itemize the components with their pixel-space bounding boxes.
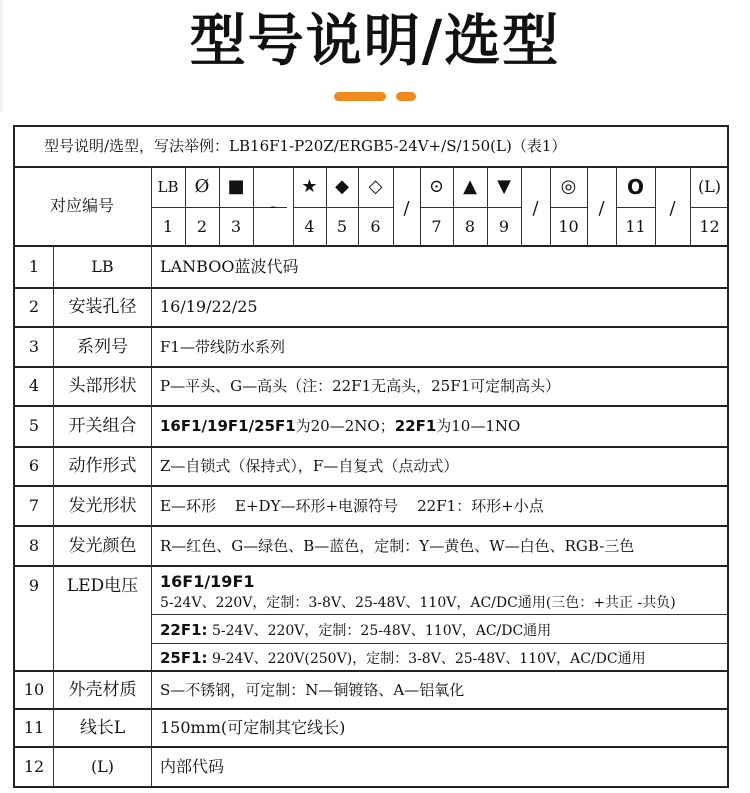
slash-separator: /	[403, 198, 410, 219]
row-number: 7	[28, 496, 40, 515]
table-divider	[13, 366, 729, 368]
row-name: LB	[91, 257, 114, 276]
code-number: 3	[230, 217, 242, 236]
square-symbol-icon: ■	[227, 176, 245, 197]
row-number: 1	[28, 257, 40, 276]
code-header-label: 对应编号	[49, 196, 114, 215]
row-description: 16/19/22/25	[160, 297, 258, 316]
row-number: 5	[28, 416, 40, 435]
series-note: 为10—1NO	[436, 417, 521, 435]
code-number: 7	[431, 217, 442, 236]
row-description: F1—带线防水系列	[160, 338, 285, 356]
table-divider	[13, 708, 729, 710]
table-divider	[13, 746, 729, 748]
row-description: 内部代码	[160, 757, 225, 776]
code-grid-line	[690, 207, 729, 208]
table-divider	[13, 245, 729, 247]
voltage-spec: 5-24V、220V，定制：3-8V、25-48V、110V，AC/DC通用(三色：+共正 -共负)	[160, 595, 676, 611]
voltage-series-heading: 22F1:	[160, 621, 208, 639]
code-number: 8	[464, 217, 476, 236]
row-name: 发光颜色	[68, 536, 137, 556]
row-number: 9	[28, 576, 40, 595]
row-name: 发光形状	[68, 496, 137, 516]
voltage-spec: 9-24V、220V(250V)，定制：3-8V、25-48V、110V，AC/DC通用	[207, 651, 646, 667]
table-divider	[13, 525, 729, 527]
code-number: 10	[558, 217, 579, 236]
series-note: 为20—2NO；	[295, 417, 395, 435]
filled-diamond-symbol-icon: ◆	[335, 176, 349, 197]
code-symbol-l: (L)	[697, 177, 722, 196]
row-description: 150mm(可定制其它线长)	[160, 718, 346, 737]
table-divider	[13, 326, 729, 328]
code-grid-line	[293, 207, 393, 208]
row-number: 8	[28, 536, 40, 555]
column-divider	[53, 246, 54, 787]
voltage-spec-row	[160, 648, 646, 669]
table-divider	[151, 643, 729, 644]
row-description: Z—自锁式（保持式），F—自复式（点动式）	[160, 457, 459, 475]
row-name: 头部形状	[68, 376, 137, 396]
table-divider	[13, 670, 729, 672]
row-number: 4	[28, 376, 40, 395]
code-number: 6	[370, 217, 381, 236]
voltage-series-heading: 16F1/19F1	[160, 572, 255, 591]
code-number: 4	[304, 217, 315, 236]
row-name: (L)	[90, 757, 115, 776]
code-symbol-lb: LB	[157, 178, 179, 196]
row-number: 10	[23, 680, 45, 699]
code-number: 1	[162, 217, 174, 236]
slash-separator: /	[598, 198, 605, 219]
voltage-spec: 5-24V、220V，定制：25-48V、110V，AC/DC通用	[207, 623, 552, 639]
slash-separator: /	[669, 198, 676, 219]
row-description	[160, 416, 520, 436]
table-divider	[13, 405, 729, 407]
table-divider	[13, 485, 729, 487]
series-code-bold: 22F1	[394, 417, 437, 435]
row-number: 6	[28, 456, 40, 475]
column-divider	[151, 166, 152, 787]
row-description: P—平头、G—高头（注：22F1无高头，25F1可定制高头）	[160, 377, 561, 395]
row-name: 开关组合	[68, 416, 137, 436]
outline-diamond-symbol-icon: ◇	[368, 176, 383, 197]
diameter-symbol-icon: Ø	[194, 176, 210, 197]
double-circle-symbol-icon: ◎	[560, 176, 577, 197]
row-description: R—红色、G—绿色、B—蓝色，定制：Y—黄色、W—白色、RGB-三色	[160, 537, 635, 555]
code-grid-line	[550, 207, 587, 208]
page-title: 型号说明/选型	[189, 9, 561, 74]
code-number: 12	[699, 217, 720, 236]
triangle-up-symbol-icon: ▲	[463, 176, 477, 197]
code-number: 11	[625, 217, 646, 236]
voltage-spec-row	[160, 620, 551, 641]
table-divider	[13, 446, 729, 448]
row-description: LANBOO蓝波代码	[160, 257, 299, 276]
table-divider	[151, 614, 729, 615]
ring-symbol-icon: O	[626, 175, 644, 199]
row-description: E—环形 E+DY—环形+电源符号 22F1：环形+小点	[160, 497, 544, 515]
title-underline-long	[334, 92, 386, 101]
table-divider	[13, 166, 729, 168]
code-number: 2	[196, 217, 208, 236]
voltage-series-heading: 25F1:	[160, 649, 208, 667]
example-line: 型号说明/选型，写法举例：LB16F1-P20Z/ERGB5-24V+/S/150(L)（表1）	[44, 137, 567, 155]
row-number: 11	[23, 718, 45, 737]
dash-separator: -	[269, 196, 277, 217]
table-divider	[13, 565, 729, 567]
title-underline-short	[396, 92, 416, 101]
slash-separator: /	[532, 198, 539, 219]
code-number: 5	[336, 217, 348, 236]
triangle-down-symbol-icon: ▼	[497, 176, 511, 197]
series-code-bold: 16F1/19F1/25F1	[160, 417, 296, 435]
row-name: 动作形式	[68, 456, 137, 476]
row-name: 安装孔径	[68, 297, 137, 317]
row-name: 线长L	[79, 718, 126, 738]
code-grid-line	[420, 207, 521, 208]
row-name: 外壳材质	[68, 680, 137, 700]
code-number: 9	[498, 217, 510, 236]
row-name: 系列号	[77, 337, 128, 357]
row-number: 2	[28, 297, 40, 316]
row-number: 3	[28, 337, 40, 356]
row-name: LED电压	[66, 576, 139, 596]
row-description: S—不锈钢，可定制：N—铜镀铬、A—铝氧化	[160, 681, 465, 699]
star-symbol-icon: ★	[301, 176, 318, 197]
dot-circle-symbol-icon: ⊙	[428, 176, 445, 197]
code-grid-line	[616, 207, 655, 208]
row-number: 12	[23, 757, 45, 776]
table-divider	[13, 287, 729, 289]
